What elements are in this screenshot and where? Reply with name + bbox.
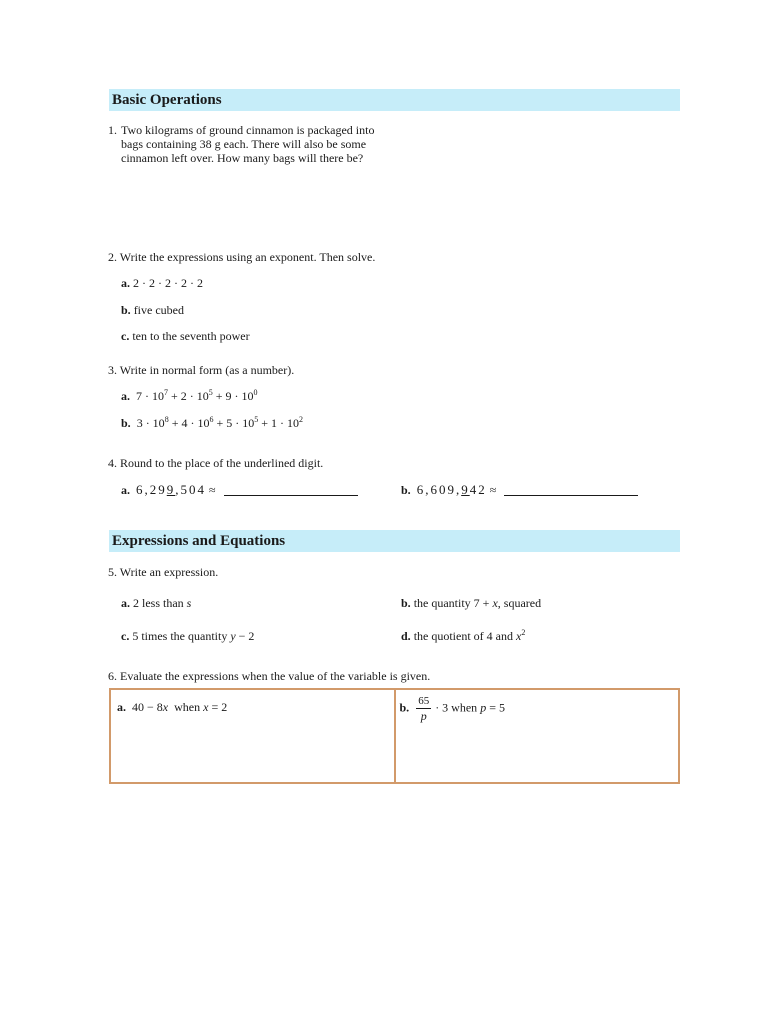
term: · 3 when [435, 700, 481, 715]
term: 40 − 8 [132, 700, 163, 714]
item-text: 5 times the quantity [132, 629, 231, 643]
question-6b-cell[interactable] [394, 690, 679, 782]
variable: x [516, 629, 522, 643]
item-label: a. [121, 483, 130, 497]
question-3a [121, 389, 258, 403]
item-label: a. [121, 389, 130, 403]
exponent: 7 [164, 388, 168, 397]
exponent: 5 [254, 415, 259, 424]
number-post: ,504 [175, 482, 206, 497]
approx-symbol: ≈ [209, 483, 216, 497]
term: + 9 · 10 [212, 389, 254, 403]
item-label: a. [117, 700, 126, 714]
question-1-line-3: cinnamon left over. How many bags will there be? [121, 151, 364, 165]
exponent: 5 [208, 388, 213, 397]
item-text: 2 · 2 · 2 · 2 · 2 [133, 276, 203, 290]
fraction [416, 694, 431, 723]
term: = 2 [208, 700, 228, 714]
section-header-expressions-and-equations: Expressions and Equations [109, 530, 680, 552]
question-5-prompt: 5. Write an expression. [108, 565, 219, 579]
question-2c [121, 329, 250, 343]
exponent: 8 [164, 415, 169, 424]
fraction-denominator: p [420, 709, 427, 723]
question-5a [121, 596, 191, 610]
question-1-line-1: Two kilograms of ground cinnamon is packaged into [121, 123, 375, 137]
item-label: d. [401, 629, 411, 643]
term: + 4 · 10 [168, 416, 210, 430]
item-label: b. [399, 700, 410, 715]
exponent: 0 [253, 388, 258, 397]
item-label: b. [401, 483, 411, 497]
term: = 5 [486, 700, 505, 715]
term: + 5 · 10 [213, 416, 255, 430]
underlined-digit: 9 [166, 482, 176, 497]
question-2b [121, 303, 184, 317]
question-6-answer-table [109, 688, 680, 784]
question-5c [121, 629, 254, 643]
question-6a-cell[interactable] [111, 690, 394, 782]
answer-blank[interactable] [504, 483, 638, 496]
term: when [168, 700, 204, 714]
question-2a [121, 276, 203, 290]
question-4-prompt: 4. Round to the place of the underlined digit. [108, 456, 324, 470]
answer-blank[interactable] [224, 483, 358, 496]
question-6a [117, 700, 227, 714]
question-1-number: 1. [108, 123, 117, 137]
question-5b [401, 596, 541, 610]
section-header-basic-operations: Basic Operations [109, 89, 680, 111]
item-text: five cubed [133, 303, 184, 317]
term: + 2 · 10 [168, 389, 209, 403]
number-pre: 6,609, [416, 482, 462, 497]
variable: p [480, 700, 487, 715]
item-label: b. [401, 596, 411, 610]
item-label: a. [121, 596, 130, 610]
exponent: 2 [298, 415, 303, 424]
item-text: , squared [497, 596, 542, 610]
exponent: 6 [209, 415, 214, 424]
variable: y [230, 629, 236, 643]
number-pre: 6,29 [136, 482, 167, 497]
term: 7 · 10 [136, 389, 164, 403]
variable: s [186, 596, 192, 610]
approx-symbol: ≈ [489, 483, 497, 497]
item-text: ten to the seventh power [132, 329, 250, 343]
item-text: the quotient of 4 and [413, 629, 516, 643]
item-label: b. [121, 303, 131, 317]
question-4b [401, 483, 638, 497]
question-4a [121, 483, 358, 497]
underlined-digit: 9 [461, 482, 470, 497]
question-3b [121, 416, 303, 430]
term: 3 · 10 [136, 416, 165, 430]
item-text: − 2 [235, 629, 255, 643]
term: + 1 · 10 [258, 416, 299, 430]
number-post: 42 [469, 482, 487, 497]
question-6-prompt: 6. Evaluate the expressions when the value of the variable is given. [108, 669, 431, 683]
question-6b [400, 694, 505, 723]
item-label: b. [121, 416, 131, 430]
question-2-prompt: 2. Write the expressions using an exponent. Then solve. [108, 250, 376, 264]
question-3-prompt: 3. Write in normal form (as a number). [108, 363, 295, 377]
variable: x [492, 596, 498, 610]
item-label: c. [121, 629, 130, 643]
item-label: c. [121, 329, 130, 343]
item-text: 2 less than [133, 596, 187, 610]
question-1-line-2: bags containing 38 g each. There will also be some [121, 137, 367, 151]
exponent: 2 [521, 628, 526, 637]
fraction-numerator: 65 [418, 695, 430, 707]
item-label: a. [121, 276, 130, 290]
variable: x [203, 700, 209, 714]
item-text: the quantity 7 + [413, 596, 493, 610]
question-5d [401, 629, 525, 643]
variable: x [162, 700, 169, 714]
